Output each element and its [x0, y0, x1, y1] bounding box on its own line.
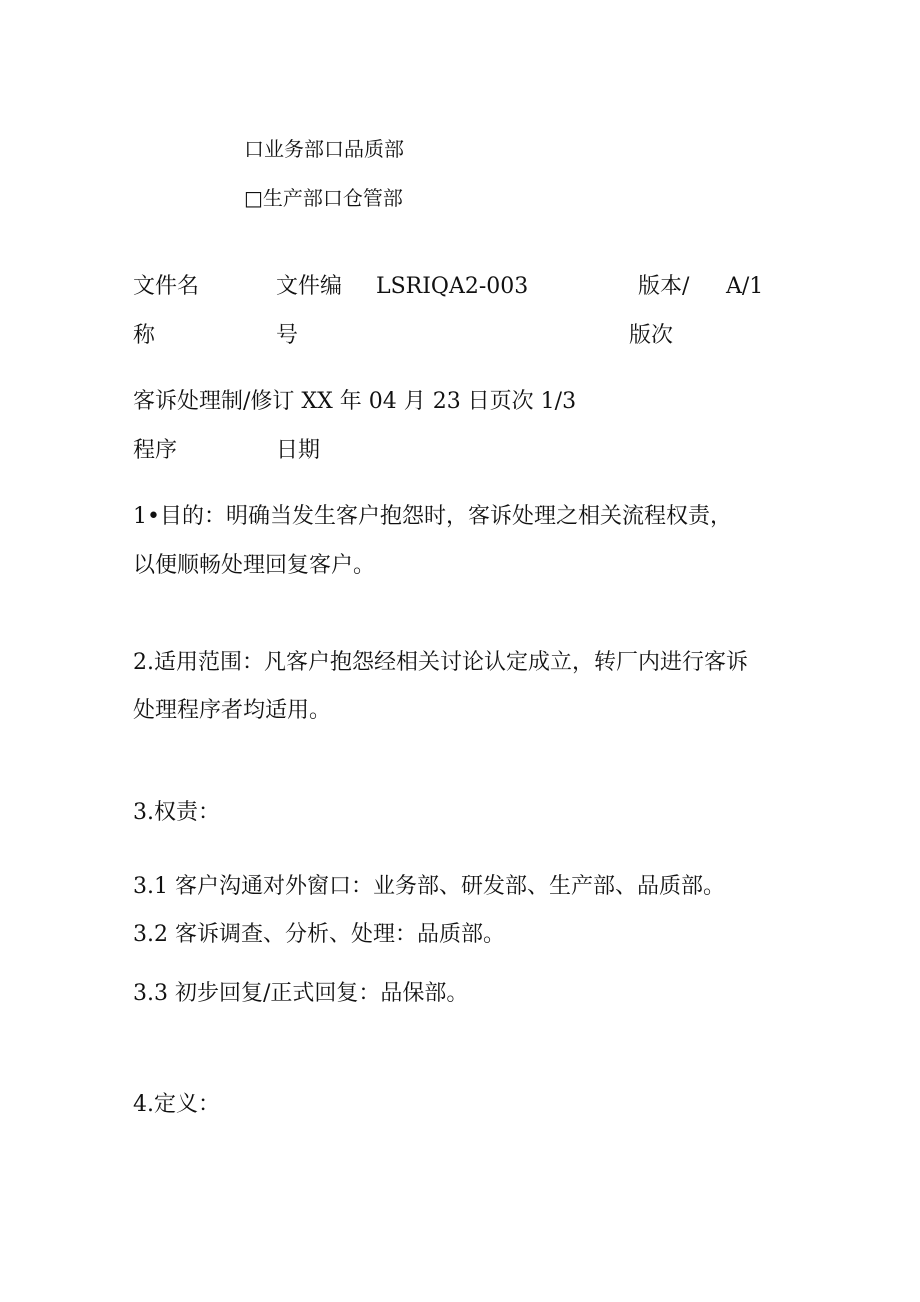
document-title-cont: 程序: [133, 438, 178, 463]
distribution-line-1: 口业务部口品质部: [244, 137, 404, 161]
document-title-line: 客诉处理制/修订 XX 年 04 月 23 日页次 1/3: [133, 389, 577, 414]
section-3-2: 3.2 客诉调查、分析、处理：品质部。: [133, 922, 505, 947]
file-name-label: 文件名: [133, 274, 200, 299]
section-1-line-1: 1•目的：明确当发生客户抱怨时，客诉处理之相关流程权责，: [133, 504, 732, 529]
section-1-line-2: 以便顺畅处理回复客户。: [133, 553, 376, 578]
version-label: 版本/: [638, 274, 690, 299]
revision-date-label: 日期: [276, 438, 321, 463]
distribution-line-2: □生产部口仓管部: [244, 186, 403, 210]
section-3-heading: 3.权责：: [133, 800, 220, 825]
section-3-1: 3.1 客户沟通对外窗口：业务部、研发部、生产部、品质部。: [133, 874, 725, 899]
section-2-line-1: 2.适用范围：凡客户抱怨经相关讨论认定成立，转厂内进行客诉: [133, 650, 748, 675]
file-number-value: LSRIQA2-003: [376, 274, 529, 299]
section-4-heading: 4.定义：: [133, 1092, 220, 1117]
version-value: A/1: [726, 274, 764, 299]
file-number-label: 文件编: [276, 274, 343, 299]
file-number-label-cont: 号: [276, 323, 299, 348]
file-name-label-cont: 称: [133, 323, 156, 348]
section-2-line-2: 处理程序者均适用。: [133, 698, 332, 723]
version-label-cont: 版次: [629, 323, 674, 348]
section-3-3: 3.3 初步回复/正式回复：品保部。: [133, 981, 469, 1006]
